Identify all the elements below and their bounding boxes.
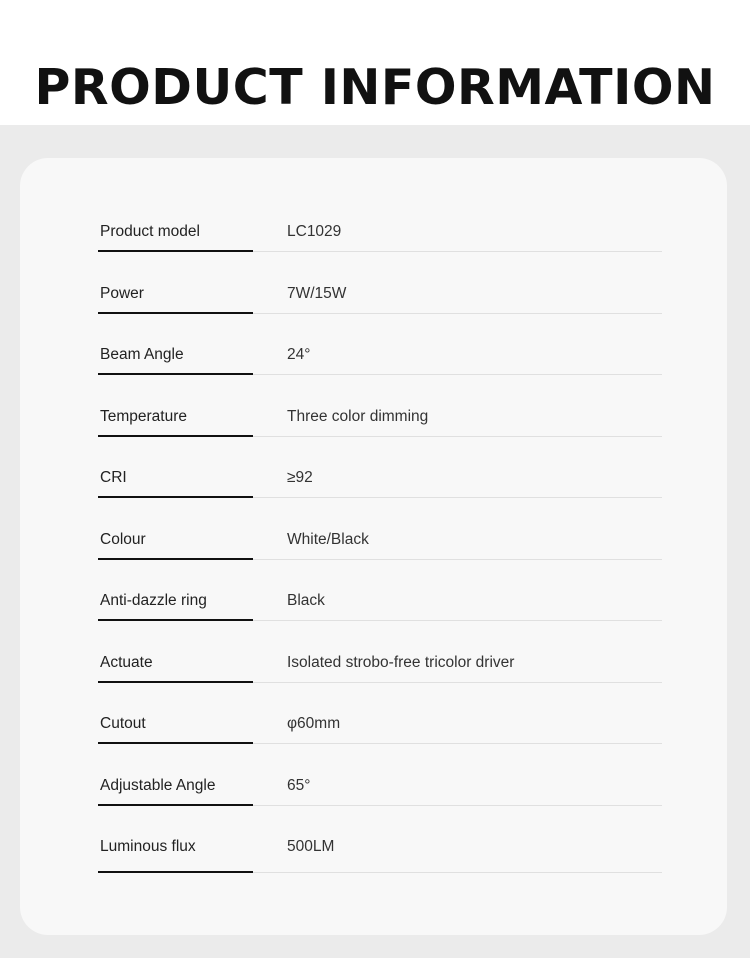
row-divider [253,743,662,744]
spec-row-cri [76,439,664,501]
spec-value: 500LM [287,838,335,855]
label-underline [98,435,253,437]
row-divider [253,872,662,873]
label-underline [98,742,253,744]
spec-row-beam-angle [76,316,664,378]
row-divider [253,251,662,252]
spec-table [76,193,664,870]
label-underline [98,312,253,314]
spec-value: White/Black [287,530,369,548]
row-divider [253,374,662,375]
row-divider [253,620,662,621]
spec-row-anti-dazzle-ring [76,562,664,624]
row-divider [253,559,662,560]
row-divider [253,436,662,437]
spec-value: LC1029 [287,223,342,240]
spec-label: Luminous flux [100,838,196,855]
label-underline [98,804,253,806]
spec-label: Temperature [100,407,188,425]
row-divider [253,682,662,683]
spec-value: Isolated strobo-free tricolor driver [287,653,515,671]
label-underline [98,871,253,873]
spec-label: Product model [100,223,200,240]
row-divider [253,497,662,498]
spec-label: Actuate [100,653,153,671]
spec-row-cutout [76,685,664,747]
label-underline [98,496,253,498]
spec-row-actuate [76,624,664,686]
header-banner [0,0,750,125]
spec-label: Cutout [100,715,146,732]
spec-row-adjustable-angle [76,747,664,809]
spec-value: Black [287,592,325,609]
spec-value: φ60mm [287,715,341,732]
label-underline [98,558,253,560]
label-underline [98,250,253,252]
row-divider [253,805,662,806]
page-title: PRODUCT INFORMATION [34,59,716,116]
spec-value: ≥92 [287,469,313,486]
row-divider [253,313,662,314]
spec-row-temperature [76,378,664,440]
spec-label: Beam Angle [100,346,184,363]
spec-value: 7W/15W [287,284,347,302]
spec-row-power [76,255,664,317]
spec-label: CRI [100,469,127,486]
spec-row-colour [76,501,664,563]
spec-label: Adjustable Angle [100,776,216,794]
spec-row-luminous-flux [76,808,664,870]
spec-label: Colour [100,530,146,548]
spec-value: Three color dimming [287,407,429,425]
spec-value: 24° [287,346,311,363]
label-underline [98,373,253,375]
spec-value: 65° [287,776,311,794]
label-underline [98,619,253,621]
spec-row-product-model [76,193,664,255]
label-underline [98,681,253,683]
spec-label: Power [100,284,144,302]
spec-label: Anti-dazzle ring [100,592,207,609]
